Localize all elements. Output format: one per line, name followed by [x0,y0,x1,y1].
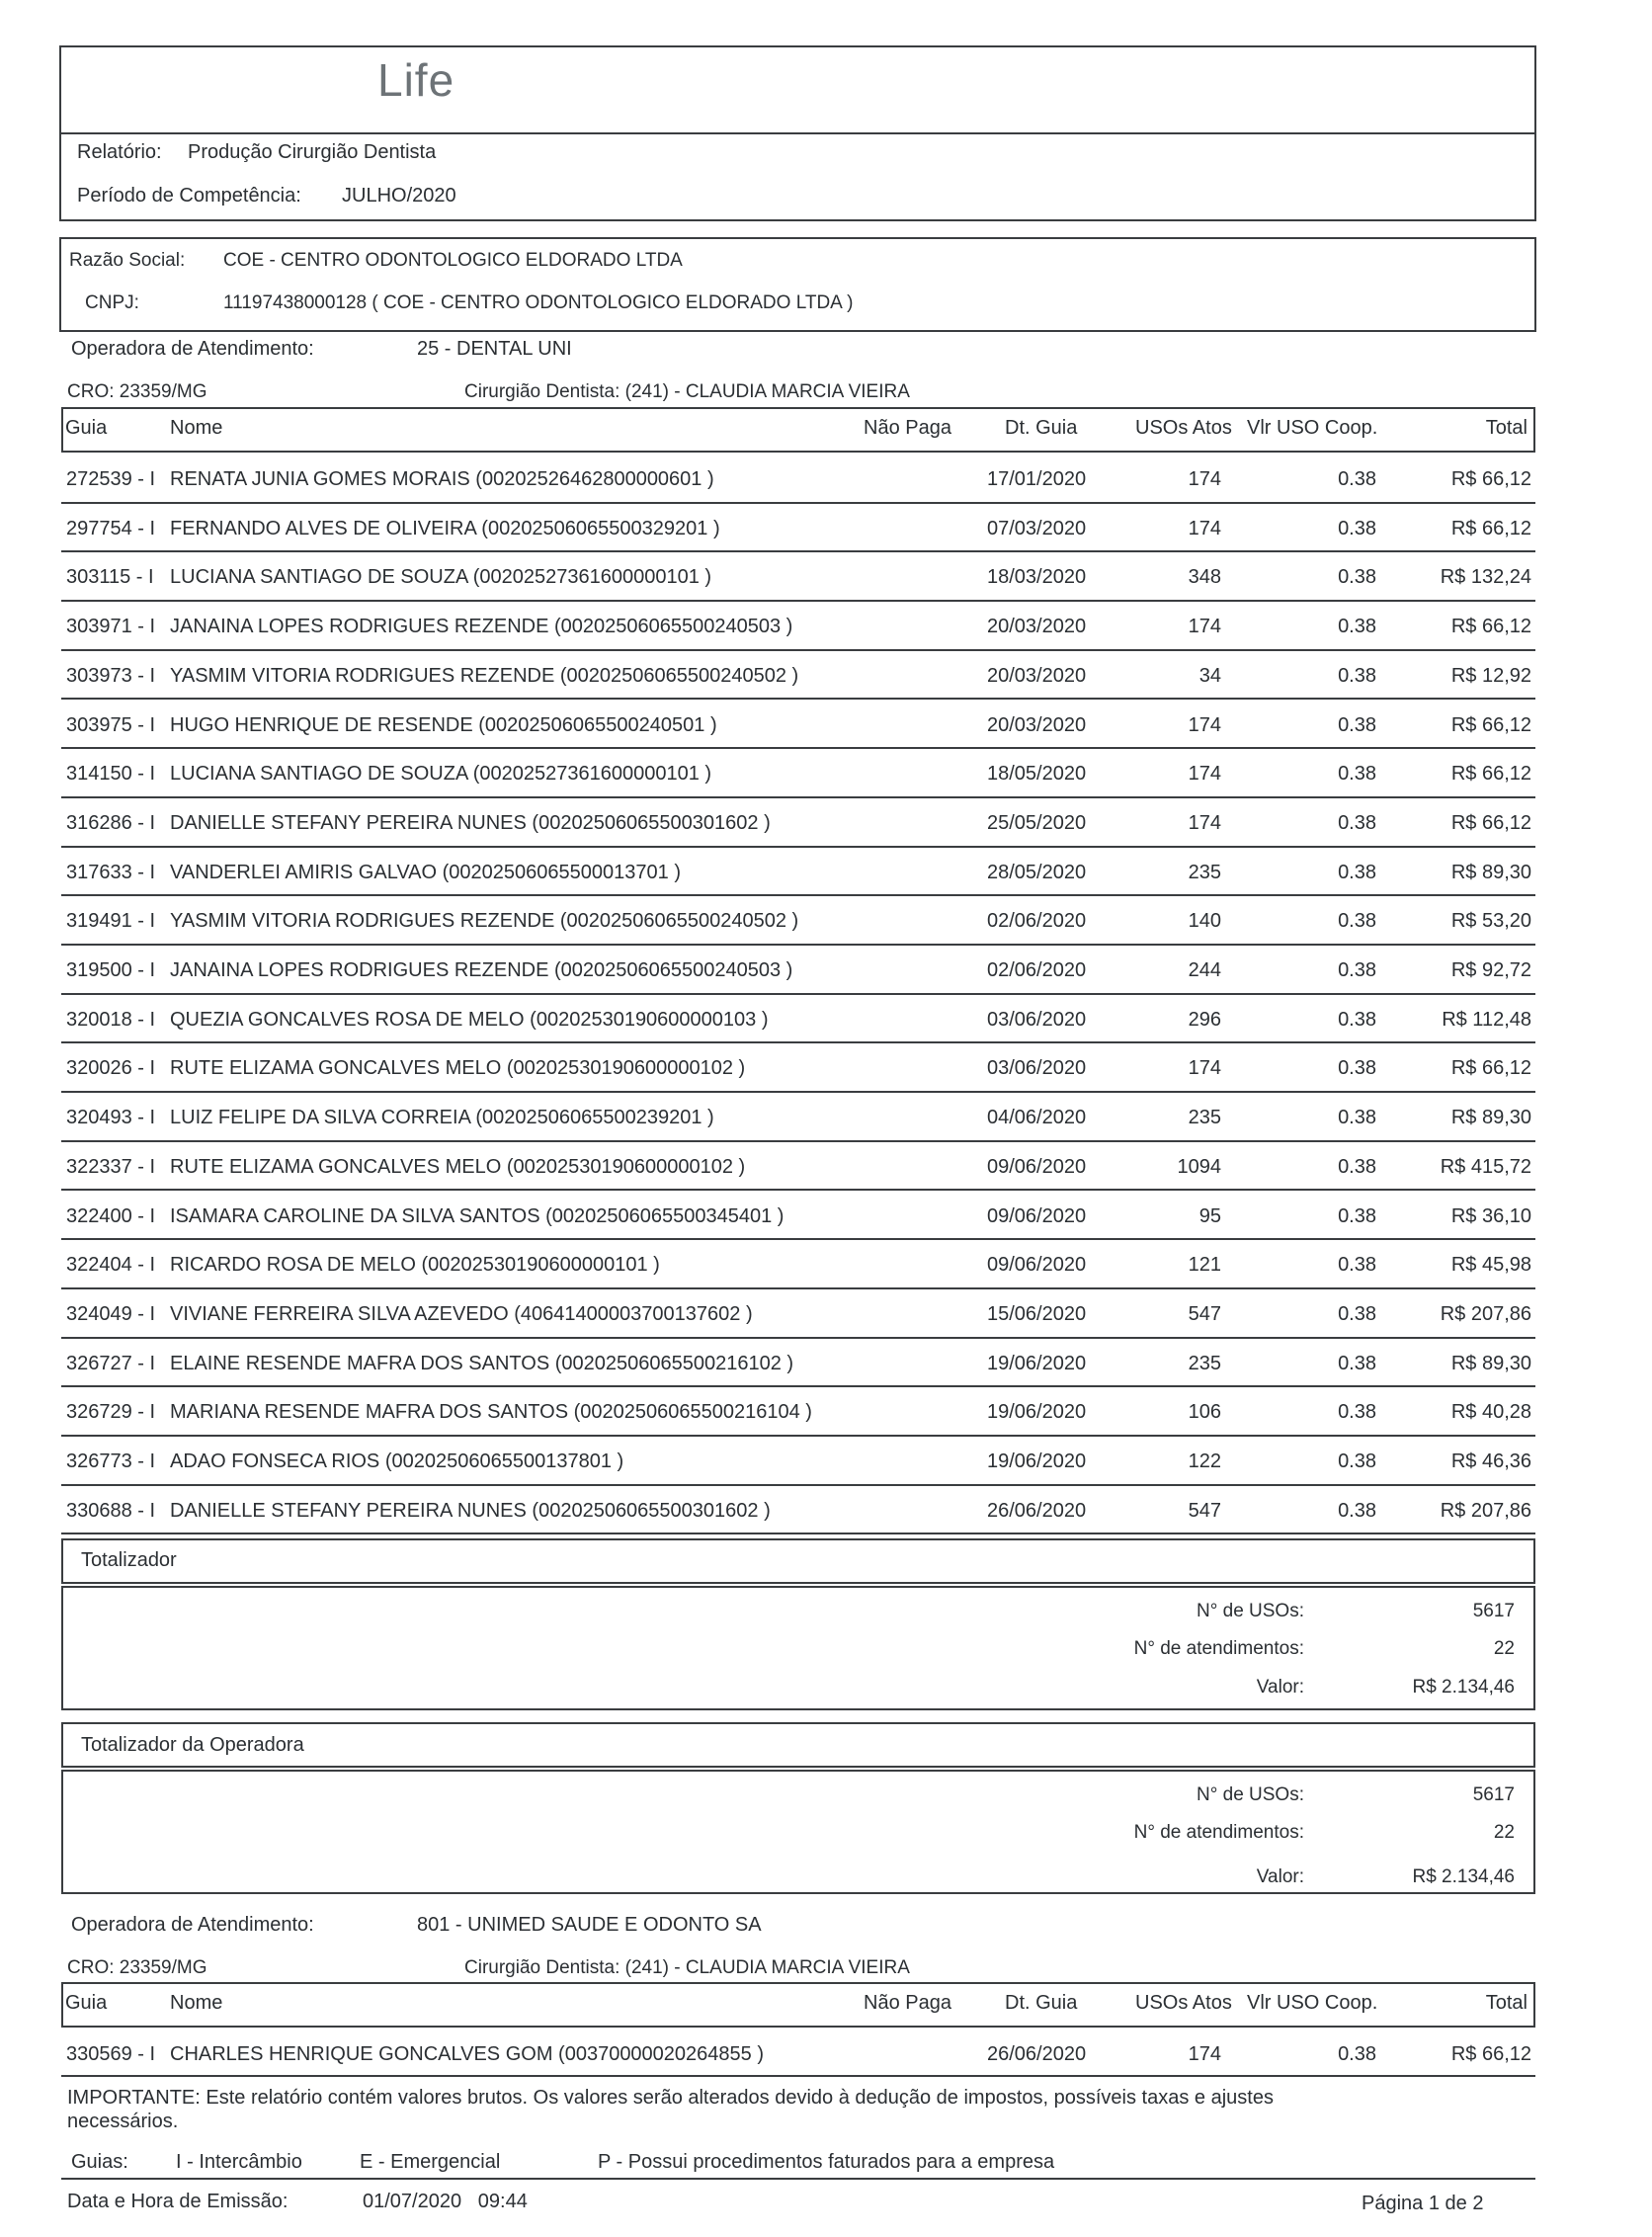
vlr-uso-cell: 0.38 [1338,763,1376,786]
row-divider [61,2075,1535,2077]
dt-guia-cell: 02/06/2020 [987,910,1087,933]
total-cell: R$ 66,12 [1450,517,1531,539]
nome-cell: DANIELLE STEFANY PEREIRA NUNES (00202506065500301602 ) [170,1499,771,1522]
guia-cell: 320493 - I [66,1107,156,1129]
vlr-uso-cell: 0.38 [1338,1302,1376,1325]
col-nao-paga: Não Paga [864,417,951,439]
guia-cell: 322400 - I [66,1204,156,1227]
totop-usos-label: N° de USOs: [1197,1784,1304,1805]
guia-cell: 320026 - I [66,1057,156,1080]
table-row [61,455,1535,504]
usos-atos-cell: 235 [1188,861,1221,883]
dt-guia-cell: 28/05/2020 [987,861,1087,883]
nome-cell: RICARDO ROSA DE MELO (00202530190600000101 ) [170,1254,660,1277]
vlr-uso-cell: 0.38 [1338,1107,1376,1129]
total-cell: R$ 112,48 [1442,1008,1531,1031]
dt-guia-cell: 15/06/2020 [987,1302,1087,1325]
vlr-uso-cell: 0.38 [1338,664,1376,687]
total-cell: R$ 46,36 [1450,1450,1531,1472]
nome-cell: VANDERLEI AMIRIS GALVAO (00202506065500013701 ) [170,861,681,883]
usos-atos-cell: 235 [1188,1352,1221,1374]
total-cell: R$ 66,12 [1450,811,1531,834]
usos-atos-cell: 235 [1188,1107,1221,1129]
usos-atos-cell: 174 [1188,713,1221,736]
guia-cell: 326729 - I [66,1401,156,1424]
table-row [61,896,1535,946]
table-row [61,602,1535,651]
guia-cell: 324049 - I [66,1302,156,1325]
total-cell: R$ 207,86 [1440,1499,1531,1522]
nome-cell: DANIELLE STEFANY PEREIRA NUNES (00202506065500301602 ) [170,811,771,834]
col-vlr-uso: Vlr USO Coop. [1247,417,1378,439]
usos-atos-cell: 95 [1198,1204,1221,1227]
nome-cell: JANAINA LOPES RODRIGUES REZENDE (00202506065500240503 ) [170,959,793,981]
footer-divider [61,2178,1535,2180]
vlr-uso-cell: 0.38 [1338,1352,1376,1374]
nome-cell: ELAINE RESENDE MAFRA DOS SANTOS (00202506065500216102 ) [170,1352,794,1374]
table-row [61,504,1535,553]
total-cell: R$ 66,12 [1450,1057,1531,1080]
totop-valor-value: R$ 2.134,46 [1412,1866,1515,1887]
dt-guia-cell: 18/05/2020 [987,763,1087,786]
total-cell: R$ 66,12 [1450,468,1531,490]
vlr-uso-cell: 0.38 [1338,1008,1376,1031]
operadora2-label: Operadora de Atendimento: [71,1914,314,1936]
totalizador-valor-label: Valor: [1256,1677,1304,1698]
relatorio-value: Produção Cirurgião Dentista [188,141,437,163]
usos-atos-cell: 547 [1188,1499,1221,1522]
guia-cell: 330569 - I [66,2043,156,2065]
guia-cell: 319491 - I [66,910,156,933]
totalizador-title-box [61,1538,1535,1584]
totalizador-valor-value: R$ 2.134,46 [1412,1677,1515,1698]
legend-emergencial: E - Emergencial [360,2151,501,2173]
legend-faturados: P - Possui procedimentos faturados para a empresa [598,2151,1055,2173]
cro: CRO: 23359/MG [67,381,207,402]
vlr-uso-cell: 0.38 [1338,959,1376,981]
guia-cell: 317633 - I [66,861,156,883]
total-cell: R$ 89,30 [1450,1352,1531,1374]
usos-atos-cell: 140 [1188,910,1221,933]
razao-label: Razão Social: [69,250,186,271]
totalizador-usos-label: N° de USOs: [1197,1601,1304,1621]
vlr-uso-cell: 0.38 [1338,616,1376,638]
dt-guia-cell: 20/03/2020 [987,713,1087,736]
vlr-uso-cell: 0.38 [1338,2043,1376,2065]
nome-cell: YASMIM VITORIA RODRIGUES REZENDE (00202506065500240502 ) [170,664,799,687]
dt-guia-cell: 19/06/2020 [987,1450,1087,1472]
cnpj-label: CNPJ: [85,292,139,313]
total-cell: R$ 207,86 [1440,1302,1531,1325]
total-cell: R$ 36,10 [1450,1204,1531,1227]
operadora-value: 25 - DENTAL UNI [417,338,572,360]
totalizador-atend-value: 22 [1493,1638,1515,1659]
usos-atos-cell: 34 [1198,664,1221,687]
importante-line2: necessários. [67,2111,179,2132]
periodo-value: JULHO/2020 [342,185,456,207]
cirurgiao-dentista: Cirurgião Dentista: (241) - CLAUDIA MARCIA VIEIRA [464,381,910,402]
dt-guia-cell: 20/03/2020 [987,664,1087,687]
dt-guia-cell: 04/06/2020 [987,1107,1087,1129]
usos-atos-cell: 174 [1188,811,1221,834]
nome-cell: RUTE ELIZAMA GONCALVES MELO (00202530190600000102 ) [170,1155,746,1178]
total-cell: R$ 415,72 [1440,1155,1531,1178]
nome-cell: ISAMARA CAROLINE DA SILVA SANTOS (00202506065500345401 ) [170,1204,785,1227]
guia-cell: 319500 - I [66,959,156,981]
total-cell: R$ 12,92 [1450,664,1531,687]
vlr-uso-cell: 0.38 [1338,1254,1376,1277]
col2-nome: Nome [170,1992,223,2014]
table-row [61,1387,1535,1437]
table-row [61,1142,1535,1192]
dt-guia-cell: 19/06/2020 [987,1401,1087,1424]
guia-cell: 316286 - I [66,811,156,834]
col-total: Total [1485,417,1528,439]
col-nome: Nome [170,417,223,439]
col-usos-atos: USOs Atos [1135,417,1232,439]
vlr-uso-cell: 0.38 [1338,910,1376,933]
totalizador-operadora-box [61,1770,1535,1894]
operadora2-value: 801 - UNIMED SAUDE E ODONTO SA [417,1914,762,1936]
nome-cell: HUGO HENRIQUE DE RESENDE (00202506065500240501 ) [170,713,717,736]
totop-valor-label: Valor: [1256,1866,1304,1887]
importante-line1: IMPORTANTE: Este relatório contém valores brutos. Os valores serão alterados devido à dedução de impostos, possíveis taxas e ajustes [67,2087,1274,2109]
guia-cell: 303973 - I [66,664,156,687]
vlr-uso-cell: 0.38 [1338,517,1376,539]
vlr-uso-cell: 0.38 [1338,861,1376,883]
cnpj-value: 11197438000128 ( COE - CENTRO ODONTOLOGICO ELDORADO LTDA ) [223,292,854,313]
totalizador-operadora-title: Totalizador da Operadora [81,1734,304,1756]
usos-atos-cell: 121 [1188,1254,1221,1277]
dt-guia-cell: 17/01/2020 [987,468,1087,490]
nome-cell: ADAO FONSECA RIOS (00202506065500137801 ) [170,1450,624,1472]
total-cell: R$ 66,12 [1450,616,1531,638]
col2-guia: Guia [65,1992,108,2014]
col2-total: Total [1485,1992,1528,2014]
usos-atos-cell: 244 [1188,959,1221,981]
total-cell: R$ 40,28 [1450,1401,1531,1424]
relatorio-label: Relatório: [77,141,162,163]
nome-cell: FERNANDO ALVES DE OLIVEIRA (00202506065500329201 ) [170,517,720,539]
vlr-uso-cell: 0.38 [1338,1155,1376,1178]
dt-guia-cell: 25/05/2020 [987,811,1087,834]
guia-cell: 303115 - I [66,566,154,589]
total-cell: R$ 89,30 [1450,861,1531,883]
header-divider [59,132,1536,134]
table-row [61,995,1535,1044]
vlr-uso-cell: 0.38 [1338,1057,1376,1080]
dt-guia-cell: 09/06/2020 [987,1254,1087,1277]
razao-value: COE - CENTRO ODONTOLOGICO ELDORADO LTDA [223,250,683,271]
row-divider [61,1533,1535,1534]
nome-cell: VIVIANE FERREIRA SILVA AZEVEDO (40641400003700137602 ) [170,1302,753,1325]
vlr-uso-cell: 0.38 [1338,713,1376,736]
table-row [61,1093,1535,1142]
guia-cell: 303975 - I [66,713,156,736]
nome-cell: RUTE ELIZAMA GONCALVES MELO (00202530190600000102 ) [170,1057,746,1080]
table-row [61,1437,1535,1486]
totalizador-atend-label: N° de atendimentos: [1133,1638,1304,1659]
nome-cell: LUCIANA SANTIAGO DE SOUZA (00202527361600000101 ) [170,566,712,589]
usos-atos-cell: 174 [1188,1057,1221,1080]
guias-label: Guias: [71,2151,128,2173]
totop-atend-label: N° de atendimentos: [1133,1822,1304,1843]
col2-usos-atos: USOs Atos [1135,1992,1232,2014]
nome-cell: JANAINA LOPES RODRIGUES REZENDE (00202506065500240503 ) [170,616,793,638]
dt-guia-cell: 03/06/2020 [987,1057,1087,1080]
guia-cell: 303971 - I [66,616,156,638]
col-dt-guia: Dt. Guia [1005,417,1078,439]
usos-atos-cell: 174 [1188,468,1221,490]
cro2: CRO: 23359/MG [67,1957,207,1978]
nome-cell: CHARLES HENRIQUE GONCALVES GOM (00370000020264855 ) [170,2043,765,2065]
table2-header-row [61,1982,1535,2031]
table-row [61,798,1535,848]
table-row [61,1486,1535,1535]
table-header-row [61,407,1535,456]
table-row [61,848,1535,897]
total-cell: R$ 66,12 [1450,2043,1531,2065]
usos-atos-cell: 348 [1188,566,1221,589]
emissao-value: 01/07/2020 09:44 [363,2191,528,2212]
emissao-label: Data e Hora de Emissão: [67,2191,289,2212]
usos-atos-cell: 547 [1188,1302,1221,1325]
totalizador-title: Totalizador [81,1549,177,1571]
table-row [61,651,1535,701]
guia-cell: 314150 - I [66,763,156,786]
totalizador-usos-value: 5617 [1472,1601,1515,1621]
cirurgiao-dentista2: Cirurgião Dentista: (241) - CLAUDIA MARCIA VIEIRA [464,1957,910,1978]
guia-cell: 320018 - I [66,1008,156,1031]
table-row [61,2030,1535,2077]
table-row [61,749,1535,798]
dt-guia-cell: 20/03/2020 [987,616,1087,638]
vlr-uso-cell: 0.38 [1338,1401,1376,1424]
total-cell: R$ 66,12 [1450,713,1531,736]
table-row [61,1043,1535,1093]
vlr-uso-cell: 0.38 [1338,1204,1376,1227]
guia-cell: 272539 - I [66,468,156,490]
guia-cell: 330688 - I [66,1499,156,1522]
dt-guia-cell: 02/06/2020 [987,959,1087,981]
usos-atos-cell: 174 [1188,616,1221,638]
nome-cell: MARIANA RESENDE MAFRA DOS SANTOS (00202506065500216104 ) [170,1401,812,1424]
life-logo: Life [377,54,455,106]
operadora-label: Operadora de Atendimento: [71,338,314,360]
usos-atos-cell: 174 [1188,2043,1221,2065]
table-row [61,1240,1535,1289]
guia-cell: 322404 - I [66,1254,156,1277]
col2-vlr-uso: Vlr USO Coop. [1247,1992,1378,2014]
total-cell: R$ 45,98 [1450,1254,1531,1277]
usos-atos-cell: 106 [1188,1401,1221,1424]
total-cell: R$ 92,72 [1450,959,1531,981]
table-row [61,1339,1535,1388]
table-row [61,1192,1535,1241]
nome-cell: LUIZ FELIPE DA SILVA CORREIA (00202506065500239201 ) [170,1107,714,1129]
totop-usos-value: 5617 [1472,1784,1515,1805]
col2-nao-paga: Não Paga [864,1992,951,2014]
periodo-label: Período de Competência: [77,185,301,207]
dt-guia-cell: 03/06/2020 [987,1008,1087,1031]
totalizador-box [61,1586,1535,1710]
dt-guia-cell: 26/06/2020 [987,1499,1087,1522]
nome-cell: QUEZIA GONCALVES ROSA DE MELO (00202530190600000103 ) [170,1008,769,1031]
vlr-uso-cell: 0.38 [1338,1499,1376,1522]
dt-guia-cell: 18/03/2020 [987,566,1087,589]
usos-atos-cell: 174 [1188,763,1221,786]
guia-cell: 326727 - I [66,1352,156,1374]
vlr-uso-cell: 0.38 [1338,566,1376,589]
guia-cell: 326773 - I [66,1450,156,1472]
table-row [61,552,1535,602]
guia-cell: 322337 - I [66,1155,156,1178]
vlr-uso-cell: 0.38 [1338,468,1376,490]
total-cell: R$ 66,12 [1450,763,1531,786]
legend-intercambio: I - Intercâmbio [176,2151,302,2173]
usos-atos-cell: 174 [1188,517,1221,539]
dt-guia-cell: 26/06/2020 [987,2043,1087,2065]
total-cell: R$ 53,20 [1450,910,1531,933]
usos-atos-cell: 1094 [1177,1155,1221,1178]
dt-guia-cell: 09/06/2020 [987,1204,1087,1227]
total-cell: R$ 89,30 [1450,1107,1531,1129]
col2-dt-guia: Dt. Guia [1005,1992,1078,2014]
dt-guia-cell: 09/06/2020 [987,1155,1087,1178]
nome-cell: LUCIANA SANTIAGO DE SOUZA (00202527361600000101 ) [170,763,712,786]
nome-cell: RENATA JUNIA GOMES MORAIS (00202526462800000601 ) [170,468,714,490]
table-row [61,946,1535,995]
table-row [61,701,1535,750]
usos-atos-cell: 122 [1188,1450,1221,1472]
dt-guia-cell: 07/03/2020 [987,517,1087,539]
totop-atend-value: 22 [1493,1822,1515,1843]
vlr-uso-cell: 0.38 [1338,811,1376,834]
table-row [61,1289,1535,1339]
nome-cell: YASMIM VITORIA RODRIGUES REZENDE (00202506065500240502 ) [170,910,799,933]
total-cell: R$ 132,24 [1440,566,1531,589]
guia-cell: 297754 - I [66,517,156,539]
page-number: Página 1 de 2 [1362,2193,1484,2214]
dt-guia-cell: 19/06/2020 [987,1352,1087,1374]
usos-atos-cell: 296 [1188,1008,1221,1031]
col-guia: Guia [65,417,108,439]
vlr-uso-cell: 0.38 [1338,1450,1376,1472]
